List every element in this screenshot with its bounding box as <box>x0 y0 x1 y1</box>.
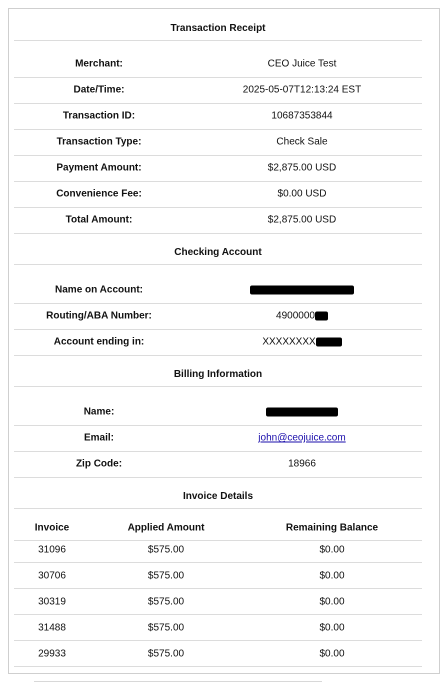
total-amount-value: $2,875.00 USD <box>267 214 337 226</box>
redaction-mark <box>266 407 338 416</box>
applied-amount: $575.00 <box>147 544 185 555</box>
invoice-number: 30706 <box>38 570 66 581</box>
routing-visible-digits: 4900000 <box>276 310 315 322</box>
routing-label: Routing/ABA Number: <box>46 310 152 322</box>
invoice-details-title: Invoice Details <box>182 491 254 502</box>
billing-email-value <box>184 433 420 444</box>
transaction-type-row <box>14 129 422 156</box>
convenience-fee-label: Convenience Fee: <box>56 188 142 200</box>
checking-title-row <box>14 240 422 265</box>
remaining-balance: $0.00 <box>319 596 345 607</box>
merchant-row <box>14 51 422 78</box>
applied-amount: $575.00 <box>147 648 185 659</box>
payment-amount-row <box>14 155 422 182</box>
receipt-title: Transaction Receipt <box>170 23 266 34</box>
checking-account-title: Checking Account <box>174 247 262 258</box>
applied-amount: $575.00 <box>147 570 185 581</box>
billing-name-value <box>184 407 420 418</box>
remaining-balance-column-header: Remaining Balance <box>285 522 379 534</box>
transaction-id-value: 10687353844 <box>271 110 333 122</box>
billing-zip-row <box>14 451 422 478</box>
billing-title-row <box>14 362 422 387</box>
invoice-column-header: Invoice <box>34 522 70 534</box>
table-row <box>14 537 422 563</box>
total-amount-row <box>14 207 422 234</box>
remaining-balance: $0.00 <box>319 648 345 659</box>
routing-value <box>184 311 420 322</box>
remaining-balance: $0.00 <box>319 544 345 555</box>
transaction-type-value: Check Sale <box>276 136 328 148</box>
invoice-number: 31096 <box>38 544 66 555</box>
account-ending-label: Account ending in: <box>53 336 145 348</box>
remaining-balance: $0.00 <box>319 570 345 581</box>
routing-row <box>14 303 422 330</box>
invoice-number: 29933 <box>38 648 66 659</box>
applied-amount-column-header: Applied Amount <box>127 522 205 534</box>
account-ending-row <box>14 329 422 356</box>
merchant-value: CEO Juice Test <box>267 58 337 70</box>
billing-name-row <box>14 399 422 426</box>
billing-zip-label: Zip Code: <box>75 458 123 470</box>
invoice-number: 31488 <box>38 622 66 633</box>
table-row <box>14 589 422 615</box>
name-on-account-row <box>14 277 422 304</box>
redaction-mark <box>250 285 354 294</box>
transaction-id-row <box>14 103 422 130</box>
datetime-value: 2025-05-07T12:13:24 EST <box>242 84 362 96</box>
payment-amount-value: $2,875.00 USD <box>267 162 337 174</box>
convenience-fee-row <box>14 181 422 208</box>
invoice-title-row <box>14 484 422 509</box>
applied-amount: $575.00 <box>147 622 185 633</box>
billing-email-row <box>14 425 422 452</box>
billing-zip-value: 18966 <box>288 458 316 470</box>
email-link[interactable]: john@ceojuice.com <box>258 432 346 444</box>
name-on-account-value <box>184 285 420 296</box>
table-row <box>14 563 422 589</box>
billing-email-label: Email: <box>83 432 114 444</box>
account-masked-digits: XXXXXXXX <box>262 336 316 348</box>
billing-name-label: Name: <box>83 406 115 418</box>
redaction-mark <box>316 337 342 346</box>
remaining-balance: $0.00 <box>319 622 345 633</box>
redaction-mark <box>315 311 328 320</box>
billing-information-title: Billing Information <box>173 369 263 380</box>
transaction-id-label: Transaction ID: <box>62 110 136 122</box>
merchant-label: Merchant: <box>75 58 123 70</box>
datetime-row <box>14 77 422 104</box>
invoice-number: 30319 <box>38 596 66 607</box>
payment-amount-label: Payment Amount: <box>56 162 142 174</box>
datetime-label: Date/Time: <box>73 84 125 96</box>
name-on-account-label: Name on Account: <box>55 284 143 296</box>
applied-amount: $575.00 <box>147 596 185 607</box>
table-row <box>14 615 422 641</box>
table-row <box>14 641 422 667</box>
receipt-title-row <box>14 16 422 41</box>
convenience-fee-value: $0.00 USD <box>277 188 327 200</box>
transaction-type-label: Transaction Type: <box>56 136 142 148</box>
account-ending-value <box>184 337 420 348</box>
total-amount-label: Total Amount: <box>65 214 133 226</box>
